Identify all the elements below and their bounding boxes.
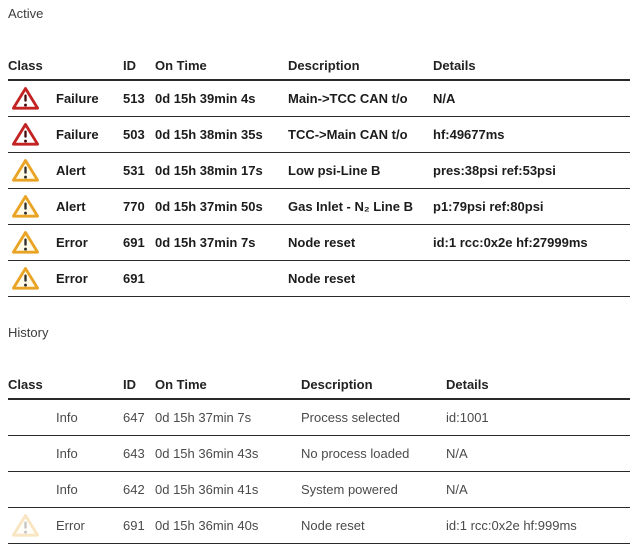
class-label: Error xyxy=(56,271,88,286)
on-time: 0d 15h 36min 41s xyxy=(155,482,259,497)
history-events-table xyxy=(8,367,630,544)
warning-triangle-icon xyxy=(8,194,56,219)
warning-triangle-faded-icon xyxy=(8,513,56,538)
failure-triangle-icon xyxy=(8,122,56,147)
class-label: Error xyxy=(56,235,88,250)
description: Process selected xyxy=(301,410,400,425)
details: N/A xyxy=(433,91,456,106)
description: Main->TCC CAN t/o xyxy=(288,91,408,106)
on-time: 0d 15h 37min 7s xyxy=(155,410,252,425)
class-label: Failure xyxy=(56,91,99,106)
description: Node reset xyxy=(301,518,365,533)
column-header-class: Class xyxy=(8,58,43,73)
history-table-header xyxy=(8,367,630,400)
column-header-id: ID xyxy=(123,377,136,392)
details: id:1 rcc:0x2e hf:999ms xyxy=(446,518,577,533)
on-time: 0d 15h 38min 35s xyxy=(155,127,263,142)
description: Gas Inlet - N₂ Line B xyxy=(288,199,413,214)
warning-triangle-icon xyxy=(8,266,56,291)
class-label: Info xyxy=(56,446,78,461)
class-label: Info xyxy=(56,410,78,425)
details: id:1 rcc:0x2e hf:27999ms xyxy=(433,235,588,250)
event-id: 642 xyxy=(123,482,145,497)
event-id: 513 xyxy=(123,91,145,106)
description: Node reset xyxy=(288,235,356,250)
description: Node reset xyxy=(288,271,356,286)
active-section-title: Active xyxy=(8,6,44,21)
on-time: 0d 15h 36min 43s xyxy=(155,446,259,461)
event-id: 691 xyxy=(123,235,145,250)
warning-triangle-icon xyxy=(8,158,56,183)
column-header-details: Details xyxy=(446,377,489,392)
description: System powered xyxy=(301,482,398,497)
table-row xyxy=(8,81,630,117)
details: hf:49677ms xyxy=(433,127,505,142)
details: p1:79psi ref:80psi xyxy=(433,199,544,214)
event-id: 691 xyxy=(123,271,145,286)
on-time: 0d 15h 38min 17s xyxy=(155,163,263,178)
column-header-details: Details xyxy=(433,58,476,73)
column-header-on-time: On Time xyxy=(155,377,207,392)
details: N/A xyxy=(446,482,468,497)
class-label: Error xyxy=(56,518,85,533)
table-row xyxy=(8,508,630,544)
active-table-header xyxy=(8,48,630,81)
warning-triangle-icon xyxy=(8,230,56,255)
column-header-class: Class xyxy=(8,377,43,392)
column-header-description: Description xyxy=(301,377,373,392)
description: Low psi-Line B xyxy=(288,163,381,178)
table-row xyxy=(8,261,630,297)
on-time: 0d 15h 39min 4s xyxy=(155,91,256,106)
event-id: 531 xyxy=(123,163,145,178)
active-alarms-section xyxy=(8,6,630,297)
event-id: 503 xyxy=(123,127,145,142)
event-id: 643 xyxy=(123,446,145,461)
details: id:1001 xyxy=(446,410,489,425)
on-time: 0d 15h 37min 50s xyxy=(155,199,263,214)
active-alarms-table xyxy=(8,48,630,297)
table-row xyxy=(8,189,630,225)
event-id: 691 xyxy=(123,518,145,533)
class-label: Alert xyxy=(56,163,86,178)
description: No process loaded xyxy=(301,446,410,461)
description: TCC->Main CAN t/o xyxy=(288,127,408,142)
class-label: Failure xyxy=(56,127,99,142)
column-header-id: ID xyxy=(123,58,136,73)
column-header-on-time: On Time xyxy=(155,58,207,73)
class-label: Alert xyxy=(56,199,86,214)
table-row xyxy=(8,436,630,472)
on-time: 0d 15h 37min 7s xyxy=(155,235,256,250)
details: N/A xyxy=(446,446,468,461)
history-events-section xyxy=(8,325,630,544)
table-row xyxy=(8,117,630,153)
class-label: Info xyxy=(56,482,78,497)
details: pres:38psi ref:53psi xyxy=(433,163,556,178)
on-time: 0d 15h 36min 40s xyxy=(155,518,259,533)
table-row xyxy=(8,472,630,508)
failure-triangle-icon xyxy=(8,86,56,111)
history-section-title: History xyxy=(8,325,49,340)
event-id: 770 xyxy=(123,199,145,214)
table-row xyxy=(8,225,630,261)
event-id: 647 xyxy=(123,410,145,425)
table-row xyxy=(8,153,630,189)
table-row xyxy=(8,400,630,436)
column-header-description: Description xyxy=(288,58,360,73)
